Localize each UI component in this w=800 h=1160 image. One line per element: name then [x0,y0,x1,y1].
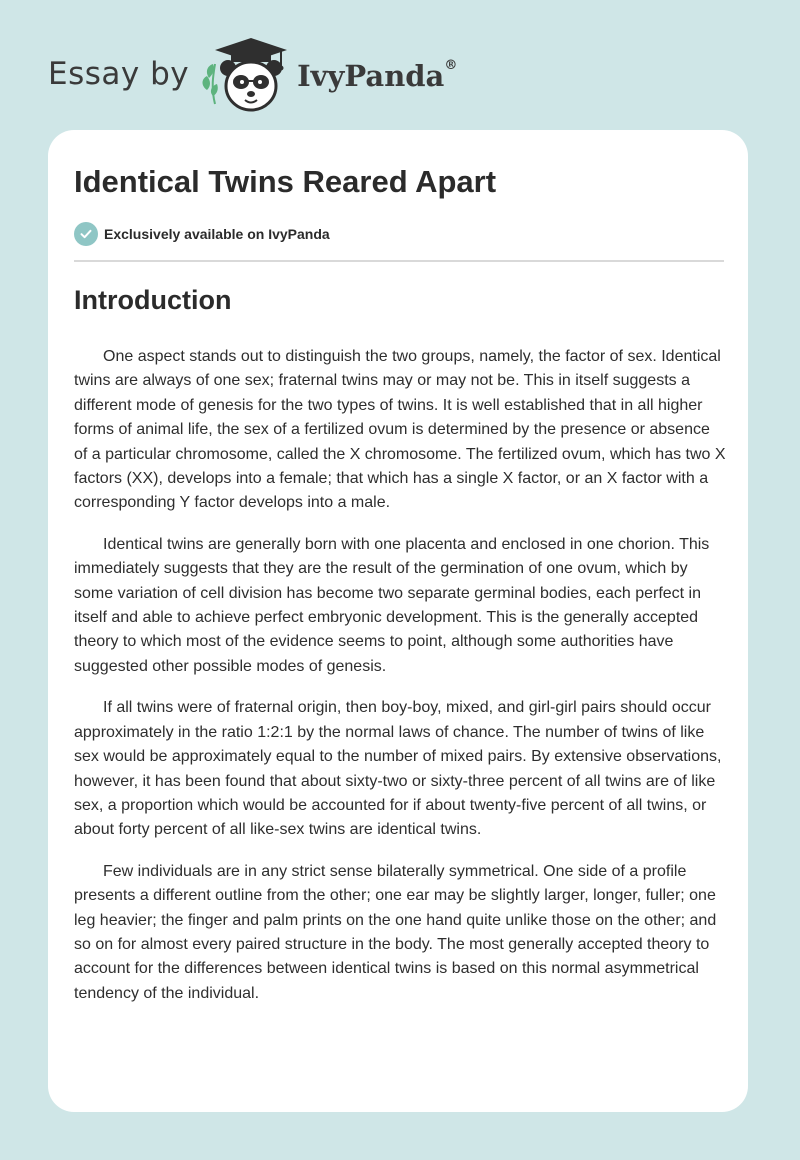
registered-mark: ® [444,58,458,74]
page-title: Identical Twins Reared Apart [74,164,497,199]
panda-graduate-icon[interactable] [201,34,293,114]
paragraph: One aspect stands out to distinguish the two groups, namely, the factor of sex. Identical twins are always of one sex; fraternal twins may or may not be. This in itself suggests a different mode of genesis for the two types of twins. It is well established that in all higher forms of animal life, the sex of a fertilized ovum is determined by the presence or absence of a particular chromosome, called the X chromosome. The fertilized ovum, which has two X factors (XX), develops into a female; that which has a single X factor, or an X factor with a corresponding Y factor develops into a male. [74,348,726,512]
essay-card [48,130,748,1112]
divider [74,260,724,262]
essay-body [74,345,726,1023]
essay-by-label: Essay by [48,56,190,92]
section-heading-introduction: Introduction [74,285,232,315]
check-icon [74,222,98,246]
exclusive-badge-label: Exclusively available on IvyPanda [104,226,330,242]
paragraph: If all twins were of fraternal origin, then boy-boy, mixed, and girl-girl pairs should occur approximately in the ratio 1:2:1 by the normal laws of chance. The number of twins of like sex would be approximately equal to the number of mixed pairs. By extensive observations, however, it has been found that about sixty-two or sixty-three percent of all twins are of like sex, a proportion which would be accounted for if about twenty-five percent of all twins, or about forty percent of all like-sex twins are identical twins. [74,699,722,839]
brand-name[interactable] [297,59,457,93]
exclusive-badge [74,222,330,246]
paragraph: Identical twins are generally born with one placenta and enclosed in one chorion. This immediately suggests that they are the result of the germination of one ovum, which by some variation of cell division has become two separate germinal bodies, each perfect in itself and able to achieve perfect embryonic development. This is the generally accepted theory to which most of the evidence seems to point, although some authorities have suggested other possible modes of genesis. [74,535,710,675]
brand-name-text: IvyPanda [297,59,445,93]
site-header [48,34,457,114]
paragraph: Few individuals are in any strict sense bilaterally symmetrical. One side of a profile presents a different outline from the other; one ear may be slightly larger, longer, fuller; one leg heavier; the finger and palm prints on the one hand quite unlike those on the other; and so on for almost every paired structure in the body. The most generally accepted theory to account for the differences between identical twins is based on this normal asymmetrical tendency of the individual. [74,862,717,1002]
